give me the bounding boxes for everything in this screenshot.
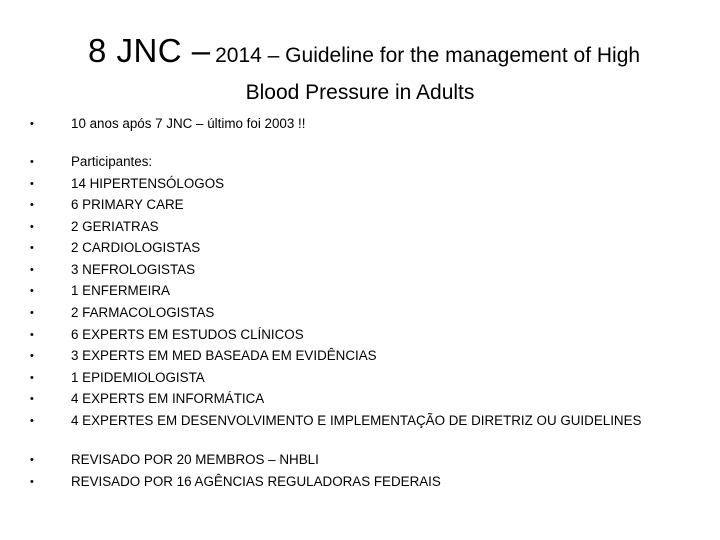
list-item-text: 2 GERIATRAS [71,219,159,234]
bullet-icon: • [30,372,34,384]
bullet-icon: • [30,221,34,233]
bullet-icon: • [30,415,34,427]
bullet-icon: • [30,199,34,211]
list-item-text: 4 EXPERTES EM DESENVOLVIMENTO E IMPLEMENTAÇÃO DE DIRETRIZ OU GUIDELINES [71,413,642,428]
slide-title-line-1 [0,34,720,67]
bullet-icon: • [30,285,34,297]
bullet-icon: • [30,307,34,319]
list-item-text: REVISADO POR 16 AGÊNCIAS REGULADORAS FEDERAIS [71,474,441,489]
slide-title-line-2 [0,82,720,103]
bullet-icon: • [30,118,34,130]
list-item-text: 14 HIPERTENSÓLOGOS [71,176,225,191]
bullet-icon: • [30,156,34,168]
list-item-text: 6 EXPERTS EM ESTUDOS CLÍNICOS [71,327,304,342]
title-guideline: 2014 – Guideline for the management of High [215,44,641,67]
bullet-icon: • [30,350,34,362]
list-item-text: 10 anos após 7 JNC – último foi 2003 !! [71,116,306,131]
bullet-icon: • [30,329,34,341]
list-item-text: Participantes: [71,154,153,169]
list-item-text: 2 FARMACOLOGISTAS [71,305,215,320]
list-item-text: 2 CARDIOLOGISTAS [71,240,201,255]
bullet-icon: • [30,178,34,190]
title-subtitle: Blood Pressure in Adults [245,81,475,104]
bullet-icon: • [30,476,34,488]
list-item-text: 1 EPIDEMIOLOGISTA [71,370,205,385]
bullet-icon: • [30,242,34,254]
title-jnc: 8 JNC – [87,32,211,69]
list-item-text: 1 ENFERMEIRA [71,283,170,298]
list-item-text: REVISADO POR 20 MEMBROS – NHBLI [71,452,319,467]
list-item-text: 6 PRIMARY CARE [71,197,184,212]
bullet-icon: • [30,264,34,276]
bullet-icon: • [30,454,34,466]
list-item-text: 4 EXPERTS EM INFORMÁTICA [71,391,265,406]
list-item-text: 3 EXPERTS EM MED BASEADA EM EVIDÊNCIAS [71,348,377,363]
list-item-text: 3 NEFROLOGISTAS [71,262,196,277]
bullet-icon: • [30,393,34,405]
